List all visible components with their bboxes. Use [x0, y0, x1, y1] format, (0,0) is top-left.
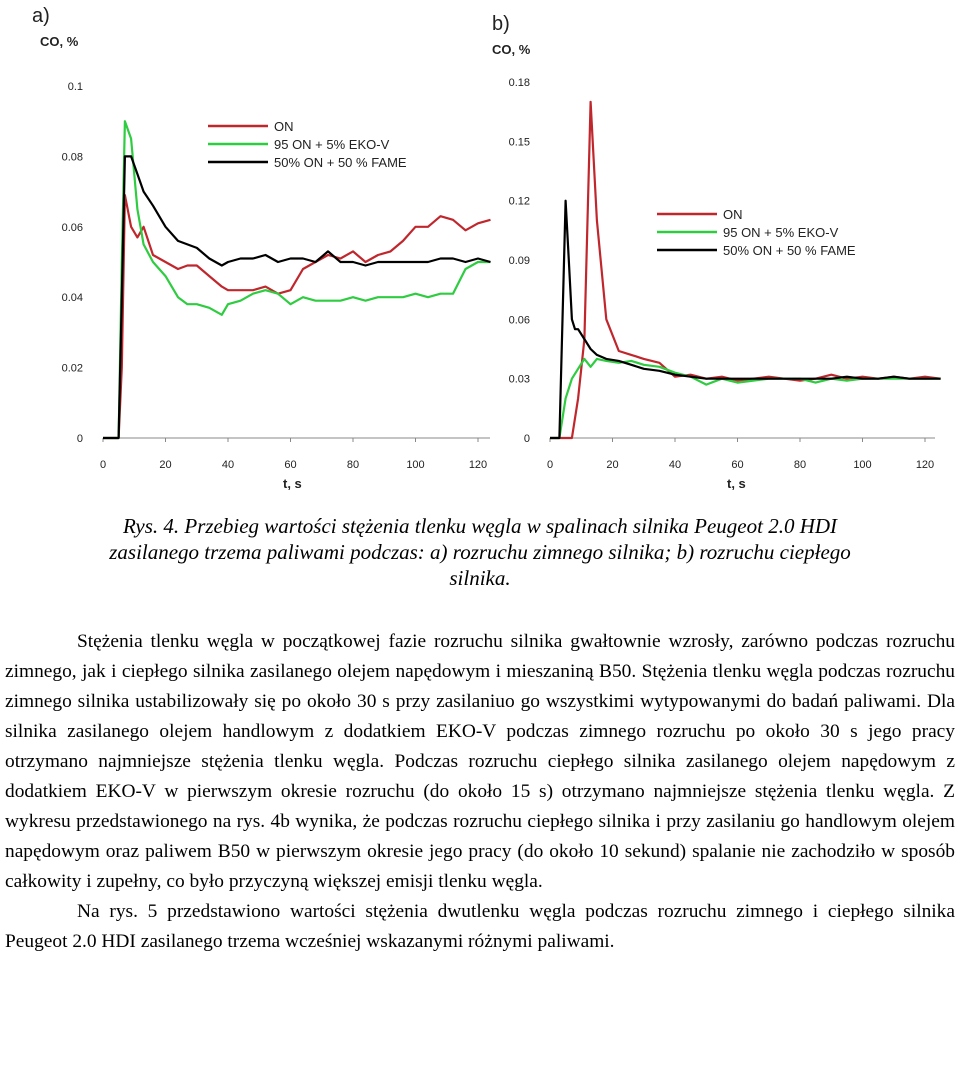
legend-label-2: 50% ON + 50 % FAME [274, 155, 407, 170]
legend-label-0: ON [274, 119, 294, 134]
legend-b [657, 207, 856, 258]
legend-label-1: 95 ON + 5% EKO-V [274, 137, 390, 152]
figure-charts [0, 0, 960, 500]
y-tick-label: 0.02 [61, 362, 83, 375]
x-tick-label: 60 [731, 459, 744, 471]
paragraph-1: Stężenia tlenku węgla w początkowej fazie rozruchu silnika gwałtownie wzrosły, zarówno podczas rozruchu zimnego, jak i ciepłego silnika zasilanego olejem napędowym i mieszaniną B50. Stężenia tlenku węgla podczas rozruchu zimnego silnika ustabilizowały się po około 30 s przy zasilaniuo go wszystkimi wytypowanymi do badań paliwami. Dla silnika zasilanego olejem handlowym z dodatkiem EKO-V podczas zimnego rozruchu po około 30 s jego pracy otrzymano najmniejsze stężenia tlenku węgla. Podczas rozruchu ciepłego silnika zasilanego olejem napędowym z dodatkiem EKO-V w pierwszym okresie rozruchu (do około 15 s) otrzymano najmniejsze stężenia tlenku węgla. Z wykresu przedstawionego na rys. 4b wynika, że podczas rozruchu ciepłego silnika i przy zasilaniu go handlowym olejem napędowym oraz paliwem B50 w pierwszym okresie jego pracy (do około 10 sekund) spalanie nie zachodziło w sposób całkowity i zupełny, co było przyczyną większej emisji tlenku węgla. [5, 631, 955, 892]
series-b [550, 102, 941, 438]
x-tick-label: 20 [159, 459, 172, 471]
y-tick-label: 0 [523, 433, 530, 445]
x-tick-label: 40 [221, 459, 235, 471]
ticks-b [509, 77, 935, 471]
caption-line-3: silnika. [449, 566, 511, 590]
figure-caption [10, 513, 950, 591]
y-tick-label: 0.12 [508, 195, 530, 208]
y-tick-label: 0.04 [61, 292, 83, 305]
x-tick-label: 100 [853, 459, 872, 471]
x-tick-label: 80 [793, 459, 807, 471]
series-line-0 [103, 195, 491, 438]
series-line-0 [550, 102, 941, 438]
y-tick-label: 0.06 [61, 221, 83, 234]
x-axis-title-a: t, s [283, 476, 302, 491]
y-tick-label: 0 [76, 433, 83, 445]
body-text [5, 627, 955, 957]
x-tick-label: 80 [346, 459, 360, 471]
x-axis-title-b: t, s [727, 476, 746, 491]
panel-label-a: a) [32, 5, 50, 27]
x-tick-label: 0 [99, 459, 107, 471]
caption-line-1: Rys. 4. Przebieg wartości stężenia tlenku węgla w spalinach silnika Peugeot 2.0 HDI [122, 514, 838, 538]
x-tick-label: 0 [546, 459, 554, 471]
y-tick-label: 0.03 [508, 373, 530, 386]
panel-label-b: b) [492, 13, 510, 35]
caption-line-2: zasilanego trzema paliwami podczas: a) rozruchu zimnego silnika; b) rozruchu ciepłego [109, 540, 851, 564]
y-tick-label: 0.18 [508, 77, 530, 89]
legend-label-2: 50% ON + 50 % FAME [723, 243, 856, 258]
x-tick-label: 120 [468, 459, 488, 471]
y-tick-label: 0.15 [508, 136, 530, 149]
y-axis-title-b: CO, % [492, 42, 531, 57]
paragraph-2: Na rys. 5 przedstawiono wartości stężenia dwutlenku węgla podczas rozruchu zimnego i ciepłego silnika Peugeot 2.0 HDI zasilanego trzema wcześniej wskazanymi różnymi paliwami. [5, 901, 955, 952]
legend-label-1: 95 ON + 5% EKO-V [723, 225, 839, 240]
series-line-1 [550, 359, 941, 438]
x-tick-label: 100 [406, 459, 425, 471]
chart-a [32, 5, 491, 491]
legend-a [208, 119, 407, 170]
x-tick-label: 120 [915, 459, 935, 471]
y-tick-label: 0.06 [508, 314, 530, 327]
y-tick-label: 0.09 [508, 255, 530, 267]
y-tick-label: 0.1 [67, 81, 83, 93]
chart-b [492, 13, 941, 491]
x-tick-label: 40 [668, 459, 682, 471]
y-axis-title-a: CO, % [40, 34, 79, 49]
legend-label-0: ON [723, 207, 743, 222]
series-line-2 [103, 156, 491, 438]
y-tick-label: 0.08 [61, 151, 83, 164]
x-tick-label: 20 [606, 459, 619, 471]
x-tick-label: 60 [284, 459, 297, 471]
